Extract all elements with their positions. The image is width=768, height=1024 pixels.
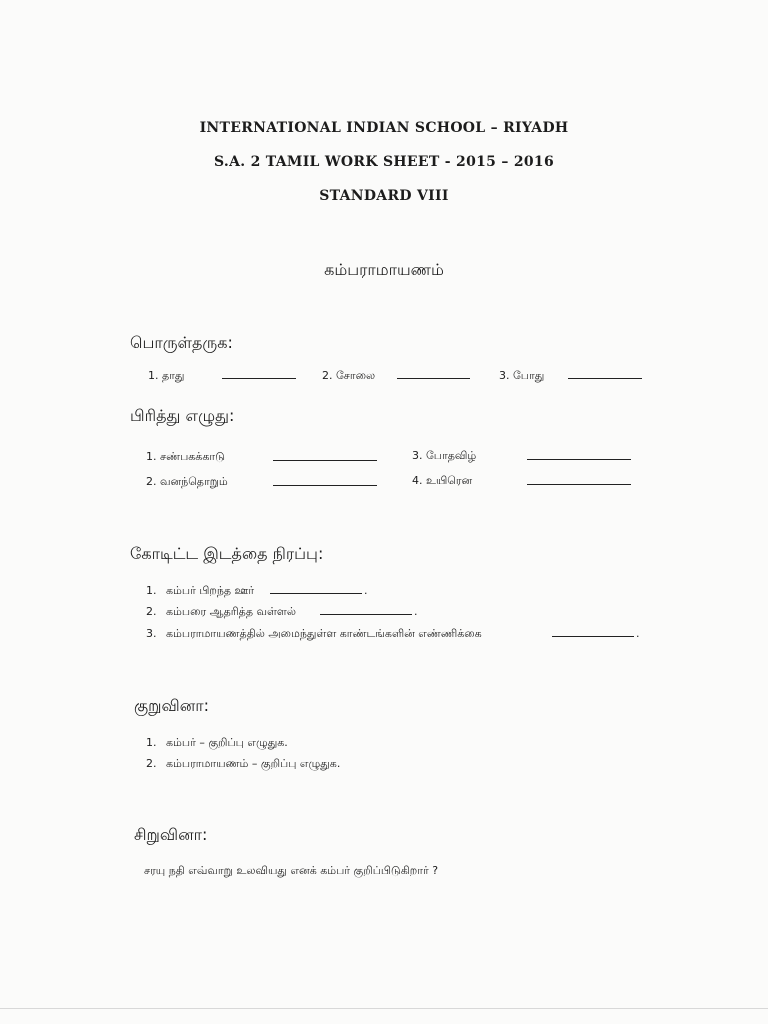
fill-item-2-end: . <box>414 605 418 618</box>
answer-blank <box>320 614 412 615</box>
split-item-3: 3. போதவிழ் <box>412 449 477 462</box>
standard-label: STANDARD VIII <box>319 188 449 204</box>
fill-item-1-end: . <box>364 584 368 597</box>
brief-heading: சிறுவினா: <box>134 825 208 844</box>
brief-question: சரயு நதி எவ்வாறு உலவியது எனக் கம்பர் குறிப்பிடுகிறார் ? <box>144 864 439 877</box>
short-item-2-number: 2. <box>146 757 157 770</box>
split-item-4: 4. உயிரென <box>412 474 473 487</box>
split-item-1: 1. சண்பகக்காடு <box>146 450 225 463</box>
split-item-2: 2. வனந்தொறும் <box>146 475 228 488</box>
meaning-heading: பொருள்தருக: <box>130 333 233 352</box>
meaning-item-1: 1. தாது <box>148 369 185 382</box>
answer-blank <box>552 636 634 637</box>
answer-blank <box>222 378 296 379</box>
fill-item-3-number: 3. <box>146 627 157 640</box>
fill-heading: கோடிட்ட இடத்தை நிரப்பு: <box>130 544 324 563</box>
meaning-item-3: 3. போது <box>499 369 545 382</box>
short-item-1-number: 1. <box>146 736 157 749</box>
fill-item-3-end: . <box>636 627 640 640</box>
answer-blank <box>273 485 377 486</box>
fill-item-1-text: கம்பர் பிறந்த ஊர் <box>166 584 255 597</box>
lesson-title: கம்பராமாயணம் <box>324 260 444 279</box>
short-item-2-text: கம்பராமாயணம் – குறிப்பு எழுதுக. <box>166 757 341 770</box>
fill-item-3-text: கம்பராமாயணத்தில் அமைந்துள்ள காண்டங்களின் எண்ணிக்கை <box>166 627 482 640</box>
fill-item-1-number: 1. <box>146 584 157 597</box>
school-name: INTERNATIONAL INDIAN SCHOOL – RIYADH <box>199 120 569 136</box>
answer-blank <box>568 378 642 379</box>
short-heading: குறுவினா: <box>134 696 209 715</box>
worksheet-title: S.A. 2 TAMIL WORK SHEET - 2015 – 2016 <box>213 154 555 170</box>
answer-blank <box>527 459 631 460</box>
scan-edge-line <box>0 1008 768 1009</box>
meaning-item-2: 2. சோலை <box>322 369 376 382</box>
answer-blank <box>527 484 631 485</box>
short-item-1-text: கம்பர் – குறிப்பு எழுதுக. <box>166 736 288 749</box>
answer-blank <box>273 460 377 461</box>
answer-blank <box>397 378 470 379</box>
fill-item-2-text: கம்பரை ஆதரித்த வள்ளல் <box>166 605 296 618</box>
split-heading: பிரித்து எழுது: <box>130 406 235 425</box>
fill-item-2-number: 2. <box>146 605 157 618</box>
answer-blank <box>270 593 362 594</box>
